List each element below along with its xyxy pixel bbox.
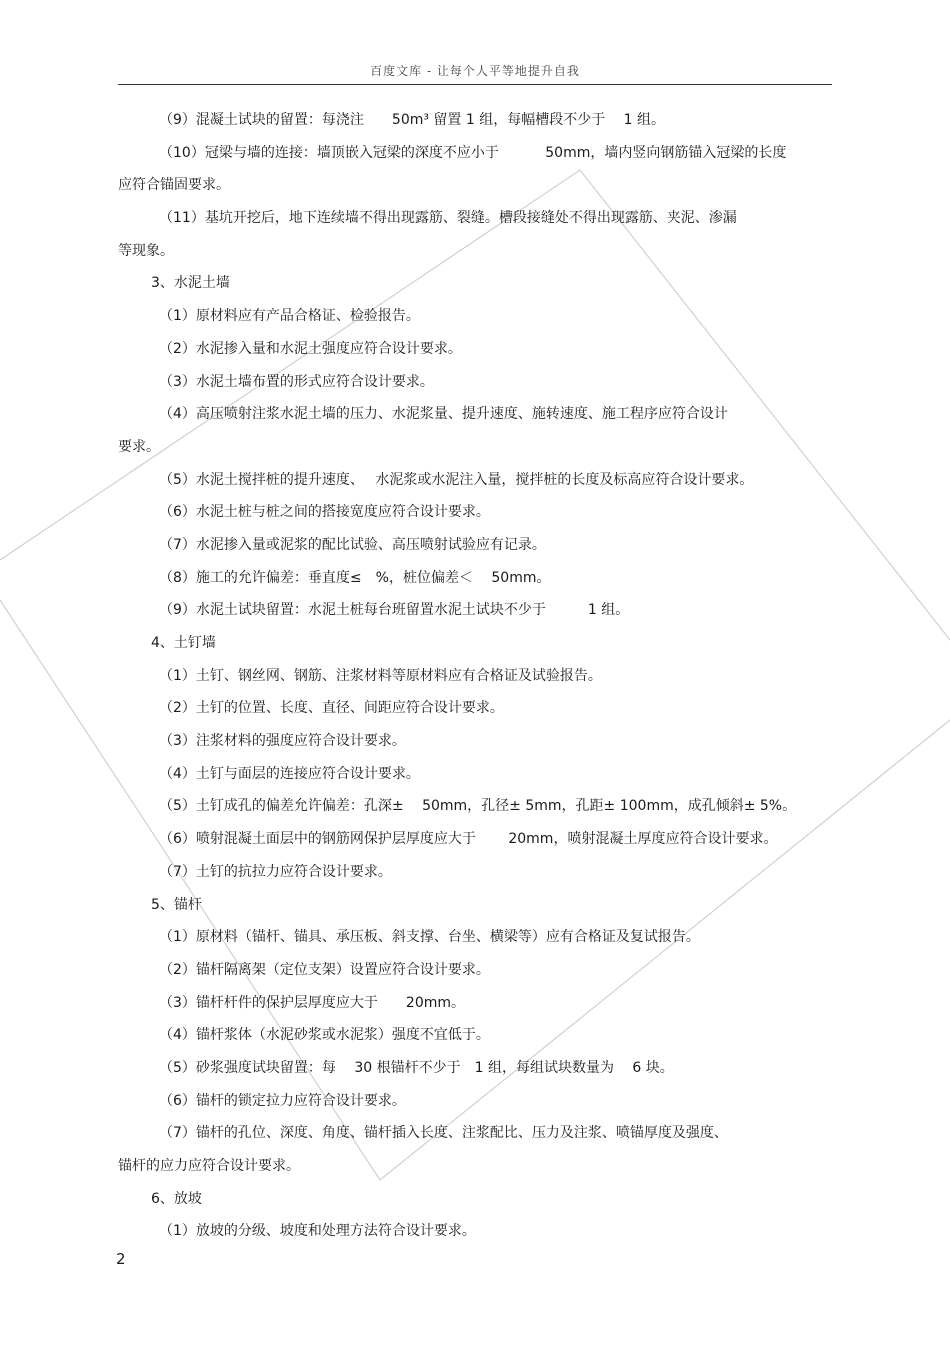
paragraph-line: （4）土钉与面层的连接应符合设计要求。 [159,765,420,782]
page-header: 百度文库 - 让每个人平等地提升自我 [118,62,832,85]
paragraph-line: （3）注浆材料的强度应符合设计要求。 [159,733,406,750]
paragraph-line: （2）水泥掺入量和水泥土强度应符合设计要求。 [159,340,462,357]
document-body [118,104,832,1248]
paragraph-line: （2）锚杆隔离架（定位支架）设置应符合设计要求。 [159,961,490,978]
paragraph-line: （11）基坑开挖后，地下连续墙不得出现露筋、裂缝。槽段接缝处不得出现露筋、夹泥、渗漏 [159,210,737,227]
section-heading: 6、放坡 [151,1190,202,1207]
paragraph-line: （6）水泥土桩与桩之间的搭接宽度应符合设计要求。 [159,504,490,521]
paragraph-line: （5）土钉成孔的偏差允许偏差：孔深± 50mm，孔径± 5mm，孔距± 100mm，成孔倾斜± 5%。 [159,798,797,815]
page-number: 2 [116,1250,126,1268]
section-heading: 5、锚杆 [151,896,202,913]
paragraph-line: （1）放坡的分级、坡度和处理方法符合设计要求。 [159,1223,476,1240]
paragraph-line: （10）冠梁与墙的连接：墙顶嵌入冠梁的深度不应小于 50mm，墙内竖向钢筋锚入冠梁的长度 [159,144,787,161]
paragraph-line: 应符合锚固要求。 [118,177,230,194]
paragraph-line: （6）锚杆的锁定拉力应符合设计要求。 [159,1092,406,1109]
paragraph-line: （1）原材料（锚杆、锚具、承压板、斜支撑、台坐、横梁等）应有合格证及复试报告。 [159,929,700,946]
paragraph-line: （2）土钉的位置、长度、直径、间距应符合设计要求。 [159,700,504,717]
paragraph-line: （3）水泥土墙布置的形式应符合设计要求。 [159,373,434,390]
paragraph-line: （7）土钉的抗拉力应符合设计要求。 [159,863,392,880]
paragraph-line: （9）混凝土试块的留置：每浇注 50m³ 留置 1 组，每幅槽段不少于 1 组。 [159,112,666,128]
paragraph-line: （1）土钉、钢丝网、钢筋、注浆材料等原材料应有合格证及试验报告。 [159,667,602,684]
paragraph-line: 等现象。 [118,242,174,259]
paragraph-line: （9）水泥土试块留置：水泥土桩每台班留置水泥土试块不少于 1 组。 [159,602,630,619]
paragraph-line: （6）喷射混凝土面层中的钢筋网保护层厚度应大于 20mm，喷射混凝土厚度应符合设计要求。 [159,831,778,848]
paragraph-line: （5）水泥土搅拌桩的提升速度、 水泥浆或水泥注入量，搅拌桩的长度及标高应符合设计要求。 [159,471,754,488]
paragraph-line: （4）高压喷射注浆水泥土墙的压力、水泥浆量、提升速度、施转速度、施工程序应符合设计 [159,406,728,423]
paragraph-line: （1）原材料应有产品合格证、检验报告。 [159,308,420,325]
paragraph-line: （7）锚杆的孔位、深度、角度、锚杆插入长度、注浆配比、压力及注浆、喷锚厚度及强度、 [159,1125,728,1142]
paragraph-line: 锚杆的应力应符合设计要求。 [118,1158,300,1174]
paragraph-line: （8）施工的允许偏差：垂直度≤ %，桩位偏差＜ 50mm。 [159,569,551,586]
paragraph-line: （4）锚杆浆体（水泥砂浆或水泥浆）强度不宜低于。 [159,1027,490,1044]
section-heading: 3、水泥土墙 [151,275,230,292]
section-heading: 4、土钉墙 [151,635,216,651]
paragraph-line: （5）砂浆强度试块留置：每 30 根锚杆不少于 1 组，每组试块数量为 6 块。 [159,1059,674,1076]
paragraph-line: （7）水泥掺入量或泥浆的配比试验、高压喷射试验应有记录。 [159,536,546,553]
paragraph-line: 要求。 [118,438,160,455]
paragraph-line: （3）锚杆杆件的保护层厚度应大于 20mm。 [159,994,465,1011]
